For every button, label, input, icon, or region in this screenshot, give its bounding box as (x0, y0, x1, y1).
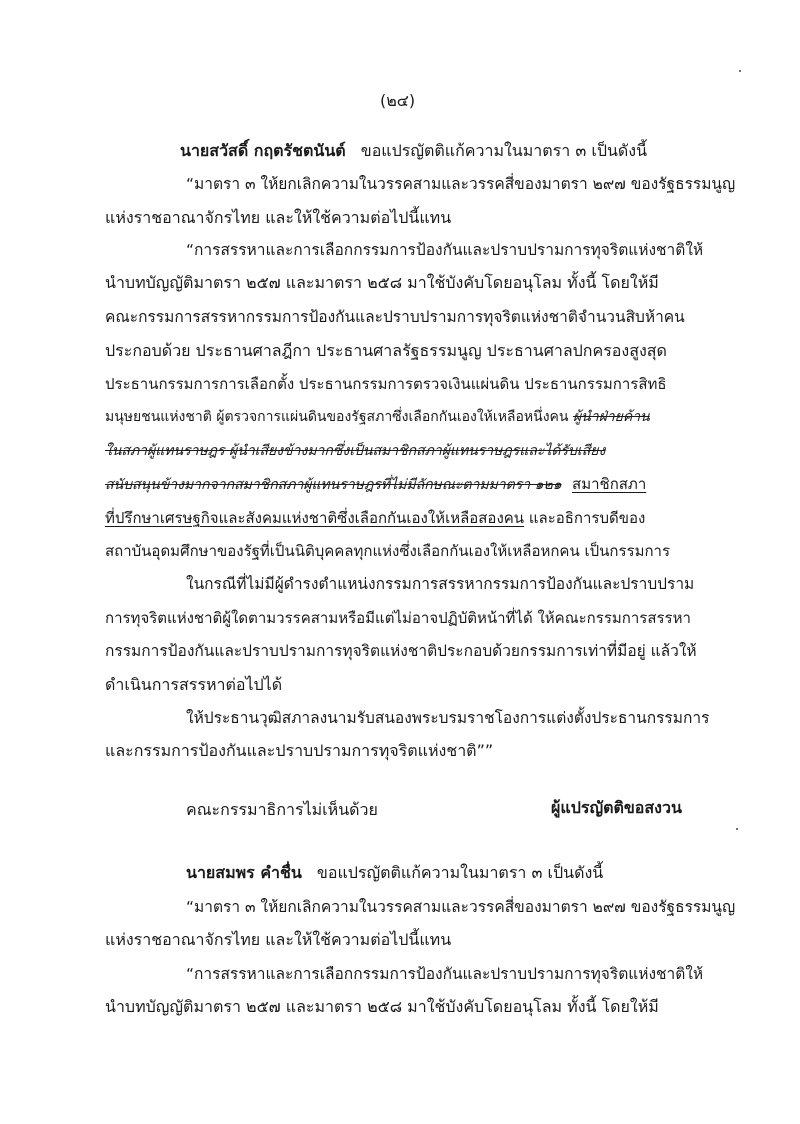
struck-text: ผู้นำฝ่ายค้าน (572, 409, 650, 425)
amendment1-p3: คณะกรรมการสรรหากรรมการป้องกันและปราบปรามการทุจริตแห่งชาติจำนวนสิบห้าคน (105, 308, 685, 326)
struck-text: สนับสนุนข้างมากจากสมาชิกสภาผู้แทนราษฎรที่ไม่มีลักษณะตามมาตรา ๑๒๑ (105, 477, 562, 493)
amendment1-line2: แห่งราชอาณาจักรไทย และให้ใช้ความต่อไปนี้แทน (105, 208, 452, 227)
amendment1-p6 (105, 407, 650, 427)
inserted-text: ที่ปรึกษาเศรษฐกิจและสังคมแห่งชาติซึ่งเลือกกันเองให้เหลือสองคน (105, 509, 525, 527)
amendment1-q4: ดำเนินการสรรหาต่อไปได้ (105, 675, 283, 694)
amendment1-p5: ประธานกรรมการการเลือกตั้ง ประธานกรรมการตรวจเงินแผ่นดิน ประธานกรรมการสิทธิ (105, 375, 667, 393)
amendment1-r2: และกรรมการป้องกันและปราบปรามการทุจริตแห่งชาติ”” (105, 741, 494, 760)
amendment1-q2: การทุจริตแห่งชาติผู้ใดตามวรรคสามหรือมีแต่ไม่อาจปฏิบัติหน้าที่ได้ ให้คณะกรรมการสรรหา (105, 609, 691, 627)
amendment2-p2: นำบทบัญญัติมาตรา ๒๕๗ และมาตรา ๒๕๘ มาใช้บังคับโดยอนุโลม ทั้งนี้ โดยให้มี (105, 997, 659, 1016)
struck-text: ในสภาผู้แทนราษฎร ผู้นำเสียงข้างมากซึ่งเป็นสมาชิกสภาผู้แทนราษฎรและได้รับเสียง (105, 443, 606, 459)
amendment1-name: นายสวัสดิ์ กฤตรัชตนันต์ (180, 141, 346, 160)
amendment2-line1: “มาตรา ๓ ให้ยกเลิกความในวรรคสามและวรรคสี่ของมาตรา ๒๙๗ ของรัฐธรรมนูญ (186, 898, 736, 916)
amendment1-header (180, 141, 647, 161)
amendment2-header (186, 863, 603, 883)
amendment1-q1: ในกรณีที่ไม่มีผู้ดำรงตำแหน่งกรรมการสรรหากรรมการป้องกันและปราบปราม (186, 575, 695, 593)
inserted-text: สมาชิกสภา (572, 475, 647, 493)
amendment2-intro: ขอแปรญัตติแก้ความในมาตรา ๓ เป็นดังนี้ (316, 863, 604, 882)
amendment1-p8 (105, 474, 646, 495)
amendment2-name: นายสมพร คำชื่น (186, 863, 302, 882)
amendment1-p9-plain: และอธิการบดีของ (528, 509, 646, 527)
amendment1-p10: สถาบันอุดมศึกษาของรัฐที่เป็นนิติบุคคลทุกแห่งซึ่งเลือกกันเองให้เหลือหกคน เป็นกรรมการ (105, 542, 671, 560)
amendment1-r1: ให้ประธานวุฒิสภาลงนามรับสนองพระบรมราชโองการแต่งตั้งประธานกรรมการ (186, 709, 710, 727)
amendment1-p9 (105, 508, 645, 528)
amendment1-p1: “การสรรหาและการเลือกกรรมการป้องกันและปราบปรามการทุจริตแห่งชาติให้ (186, 241, 704, 259)
amendment2-p1: “การสรรหาและการเลือกกรรมการป้องกันและปราบปรามการทุจริตแห่งชาติให้ (186, 965, 704, 983)
amendment2-line2: แห่งราชอาณาจักรไทย และให้ใช้ความต่อไปนี้แทน (105, 930, 452, 949)
page-number: (๒๔) (380, 91, 416, 110)
committee-note: คณะกรรมาธิการไม่เห็นด้วย (186, 800, 378, 819)
amendment1-p4: ประกอบด้วย ประธานศาลฎีกา ประธานศาลรัฐธรรมนูญ ประธานศาลปกครองสูงสุด (105, 341, 667, 360)
amendment1-line1: “มาตรา ๓ ให้ยกเลิกความในวรรคสามและวรรคสี่ของมาตรา ๒๙๗ ของรัฐธรรมนูญ (186, 175, 736, 193)
amendment1-p2: นำบทบัญญัติมาตรา ๒๕๗ และมาตรา ๒๕๘ มาใช้บังคับโดยอนุโลม ทั้งนี้ โดยให้มี (105, 273, 659, 292)
reservation-note: ผู้แปรญัตติขอสงวน (551, 798, 682, 817)
amendment1-p6-plain: มนุษยชนแห่งชาติ ผู้ตรวจการแผ่นดินของรัฐสภาซึ่งเลือกกันเองให้เหลือหนึ่งคน (105, 409, 569, 425)
scan-speck (736, 828, 738, 830)
scan-speck (739, 70, 741, 72)
amendment1-q3: กรรมการป้องกันและปราบปรามการทุจริตแห่งชาติประกอบด้วยกรรมการเท่าที่มีอยู่ แล้วให้ (105, 642, 697, 660)
amendment1-intro: ขอแปรญัตติแก้ความในมาตรา ๓ เป็นดังนี้ (360, 141, 648, 160)
